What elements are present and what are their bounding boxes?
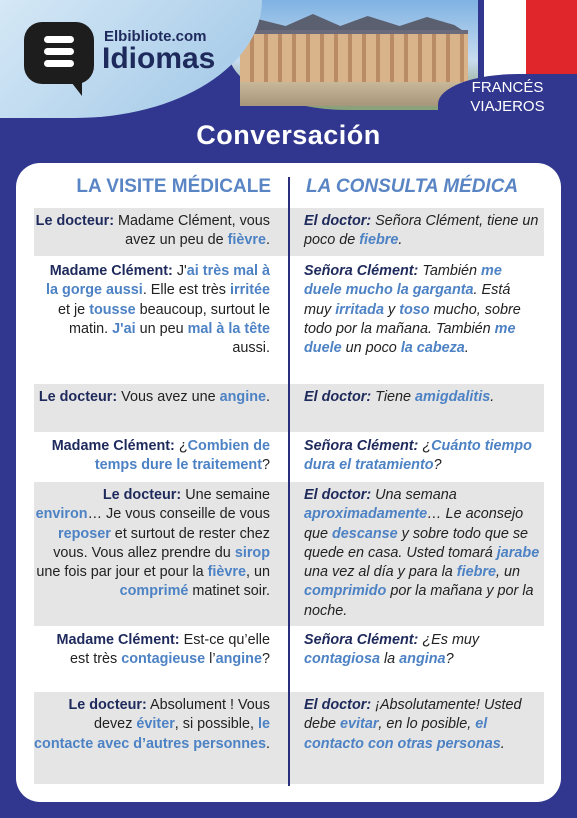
dialogue-text: un peu bbox=[135, 320, 188, 337]
logo-icon bbox=[24, 22, 94, 84]
spanish-line bbox=[304, 692, 540, 754]
dialogue-text: ? bbox=[261, 457, 270, 474]
column-divider bbox=[288, 177, 290, 786]
vocab-highlight: mal à la tête bbox=[187, 320, 270, 337]
vocab-highlight: contagieuse bbox=[121, 651, 206, 668]
dialogue-text: … Le aconsejo que bbox=[304, 506, 524, 542]
vocab-highlight: amigdalitis bbox=[415, 389, 491, 405]
vocab-highlight: reposer bbox=[58, 525, 111, 542]
vocab-highlight: éviter bbox=[136, 716, 175, 733]
logo-panel bbox=[0, 0, 262, 118]
dialogue-text: . bbox=[266, 735, 270, 752]
vocab-highlight: angine bbox=[219, 389, 266, 405]
dialogue-text: . bbox=[398, 232, 403, 249]
dialogue-text: También bbox=[418, 263, 482, 279]
vocab-highlight: J'ai bbox=[112, 320, 136, 337]
vocab-highlight: irritada bbox=[335, 301, 384, 318]
vocab-highlight: Combien de temps dure le traitement bbox=[94, 438, 270, 474]
french-line bbox=[34, 208, 270, 251]
speaker-name: Madame Clément: bbox=[51, 438, 175, 454]
dialogue-text: , un bbox=[245, 564, 270, 581]
dialogue-text: Absolument ! Vous devez bbox=[93, 697, 270, 733]
vocab-highlight: toso bbox=[399, 301, 430, 318]
vocab-highlight: angina bbox=[399, 651, 446, 668]
speaker-name: Señora Clément: bbox=[304, 263, 419, 279]
vocab-highlight: environ bbox=[35, 506, 88, 523]
vocab-highlight: me duele bbox=[304, 320, 516, 357]
dialogue-text: por la mañana y por la noche. bbox=[304, 583, 534, 619]
dialogue-text: un poco bbox=[341, 340, 401, 357]
tag-category: VIAJEROS bbox=[470, 98, 545, 115]
dialogue-text: Una semana bbox=[371, 487, 457, 503]
speaker-name: Madame Clément: bbox=[49, 263, 173, 279]
dialogue-text: Señora Clément, tiene un poco de bbox=[304, 213, 539, 249]
dialogue-text: l’ bbox=[205, 651, 216, 668]
speaker-name: Señora Clément: bbox=[304, 438, 419, 454]
vocab-highlight: aproximadamente bbox=[304, 506, 428, 523]
logo-site-name: Elbibliote.com bbox=[104, 28, 207, 45]
speaker-name: Le docteur: bbox=[102, 487, 182, 503]
conversation-card bbox=[16, 163, 561, 802]
vocab-highlight: jarabe bbox=[496, 544, 540, 561]
course-tag bbox=[438, 74, 577, 120]
vocab-highlight: descanse bbox=[332, 525, 398, 542]
dialogue-text: , en lo posible, bbox=[378, 716, 476, 733]
dialogue-text: et je bbox=[57, 301, 90, 318]
palace-facade bbox=[240, 30, 468, 90]
french-line bbox=[34, 627, 270, 670]
dialogue-text: Une semaine bbox=[181, 487, 270, 503]
french-line bbox=[34, 692, 270, 754]
vocab-highlight: ai très mal à la gorge aussi bbox=[46, 263, 270, 299]
dialogue-text: aussi. bbox=[232, 340, 270, 357]
french-line bbox=[34, 433, 270, 476]
vocab-highlight: tousse bbox=[89, 301, 136, 318]
dialogue-text: Madame Clément, vous avez un peu de bbox=[114, 213, 270, 249]
speaker-name: Le docteur: bbox=[35, 213, 115, 229]
dialogue-text: , si possible, bbox=[174, 716, 258, 733]
dialogue-text: . Está muy bbox=[304, 282, 511, 318]
logo-wordmark: Idiomas bbox=[102, 42, 216, 75]
dialogue-text: ¿ bbox=[418, 438, 432, 454]
speaker-name: El doctor: bbox=[304, 697, 372, 713]
spanish-line bbox=[304, 208, 540, 251]
vocab-highlight: contagiosa bbox=[304, 651, 380, 668]
vocab-highlight: le contacte avec d’autres personnes bbox=[34, 716, 270, 752]
vocab-highlight: comprimé bbox=[119, 583, 189, 600]
tag-language: FRANCÉS bbox=[471, 79, 544, 96]
dialogue-text: ? bbox=[433, 457, 442, 474]
vocab-highlight: fiebre bbox=[359, 232, 399, 249]
dialogue-text: une fois par jour et pour la bbox=[36, 564, 208, 581]
header-banner bbox=[0, 0, 577, 120]
vocab-highlight: angine bbox=[215, 651, 262, 668]
dialogue-text: J' bbox=[172, 263, 187, 279]
vocab-highlight: el contacto con otras personas bbox=[304, 716, 501, 752]
dialogue-text: ? bbox=[261, 651, 270, 668]
page-title: Conversación bbox=[196, 120, 381, 150]
spanish-line bbox=[304, 384, 540, 407]
spanish-line bbox=[304, 627, 540, 670]
dialogue-text: . bbox=[490, 389, 495, 405]
dialogue-text: . Elle est très bbox=[142, 282, 230, 299]
dialogue-text: . bbox=[266, 389, 270, 405]
french-line bbox=[34, 258, 270, 358]
palace-courtyard bbox=[240, 82, 468, 106]
dialogue-text: … Je vous conseille de vous bbox=[87, 506, 270, 523]
vocab-highlight: Cuánto tiempo dura el tratamiento bbox=[304, 438, 532, 474]
vocab-highlight: evitar bbox=[340, 716, 379, 733]
vocab-highlight: fièvre bbox=[207, 564, 246, 581]
dialogue-text: , un bbox=[496, 564, 521, 581]
dialogue-text: ¡Absolutamente! Usted debe bbox=[304, 697, 522, 733]
speaker-name: El doctor: bbox=[304, 487, 372, 503]
dialogue-text: matinet soir. bbox=[188, 583, 270, 600]
speaker-name: El doctor: bbox=[304, 389, 372, 405]
dialogue-text: una vez al día y para la bbox=[304, 564, 457, 581]
french-column-header: LA VISITE MÉDICALE bbox=[76, 176, 271, 197]
french-line bbox=[34, 482, 270, 602]
dialogue-text: y sobre todo que se quede en casa. Usted tomará bbox=[304, 525, 529, 561]
speaker-name: El doctor: bbox=[304, 213, 372, 229]
dialogue-text: beaucoup, surtout le matin. bbox=[68, 301, 270, 337]
dialogue-text: Vous avez une bbox=[117, 389, 220, 405]
dialogue-text: mucho, sobre todo por la mañana. También bbox=[304, 301, 521, 337]
dialogue-text: et surtout de rester chez vous. Vous allez prendre du bbox=[53, 525, 270, 561]
dialogue-text: ¿Es muy bbox=[418, 632, 480, 648]
vocab-highlight: me duele mucho la garganta bbox=[304, 263, 502, 299]
speaker-name: Le docteur: bbox=[68, 697, 147, 713]
spanish-line bbox=[304, 258, 540, 358]
speaker-name: Señora Clément: bbox=[304, 632, 419, 648]
vocab-highlight: la cabeza bbox=[400, 340, 465, 357]
speaker-name: Madame Clément: bbox=[56, 632, 180, 648]
spanish-line bbox=[304, 433, 540, 476]
dialogue-text: ¿ bbox=[174, 438, 188, 454]
dialogue-text: Tiene bbox=[371, 389, 416, 405]
vocab-highlight: fiebre bbox=[456, 564, 496, 581]
dialogue-text: la bbox=[379, 651, 400, 668]
speaker-name: Le docteur: bbox=[38, 389, 118, 405]
french-line bbox=[34, 384, 270, 407]
dialogue-text: . bbox=[266, 232, 270, 249]
dialogue-text: . bbox=[500, 735, 505, 752]
spanish-line bbox=[304, 482, 540, 621]
dialogue-text: Est-ce qu’elle est très bbox=[70, 632, 270, 668]
vocab-highlight: fièvre bbox=[227, 232, 266, 249]
dialogue-text: . bbox=[464, 340, 469, 357]
dialogue-text: y bbox=[383, 301, 400, 318]
vocab-highlight: irritée bbox=[230, 282, 270, 299]
vocab-highlight: comprimido bbox=[304, 583, 387, 600]
spanish-column-header: LA CONSULTA MÉDICA bbox=[306, 176, 519, 197]
dialogue-text: ? bbox=[445, 651, 454, 668]
vocab-highlight: sirop bbox=[234, 544, 270, 561]
